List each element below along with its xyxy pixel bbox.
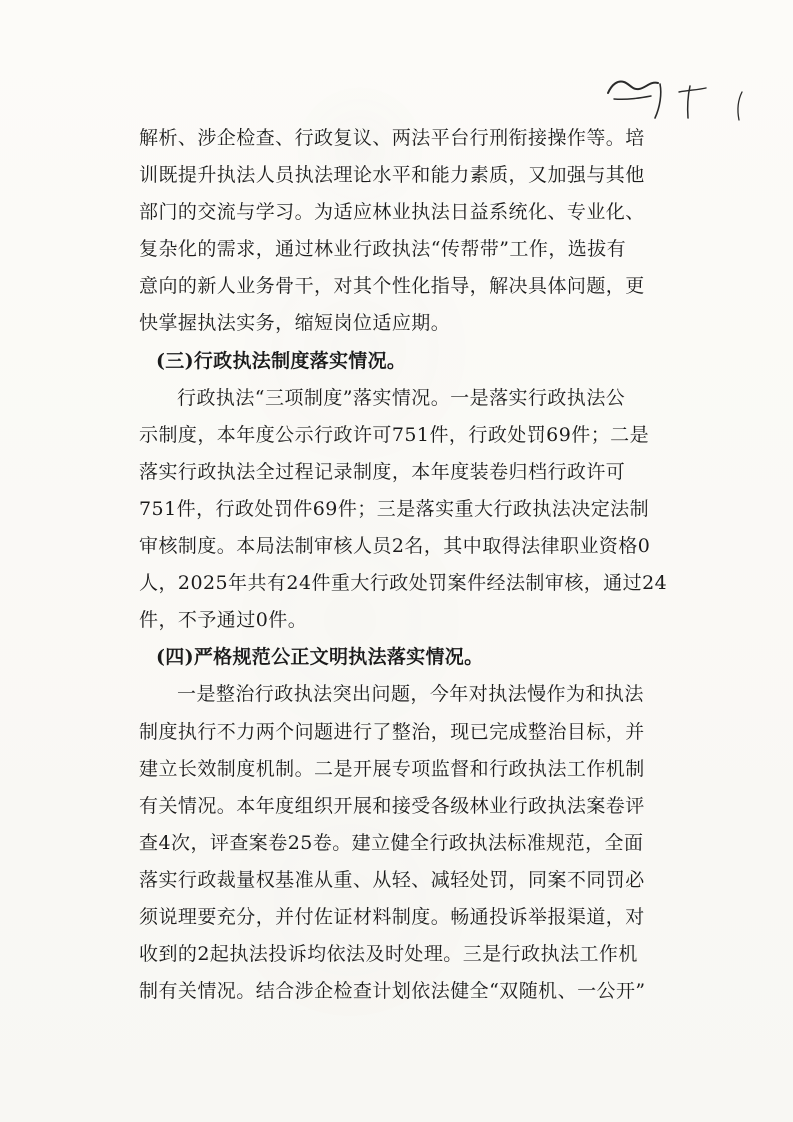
text-line: 示制度，本年度公示行政许可751件，行政处罚69件；二是 <box>139 423 650 446</box>
text-line: 训既提升执法人员执法理论水平和能力素质，又加强与其他 <box>139 164 645 187</box>
text-line: 解析、涉企检查、行政复议、两法平台行刑衔接操作等。培 <box>139 127 645 149</box>
text-line: 有关情况。本年度组织开展和接受各级林业行政执法案卷评 <box>139 794 645 817</box>
text-line: 751件，行政处罚件69件；三是落实重大行政执法决定法制 <box>139 497 650 520</box>
text-line: 建立长效制度机制。二是开展专项监督和行政执法工作机制 <box>139 757 645 780</box>
text-line: 制度执行不力两个问题进行了整治，现已完成整治目标，并 <box>139 720 645 743</box>
text-line: 制有关情况。结合涉企检查计划依法健全“双随机、一公开” <box>139 980 646 1003</box>
section-heading: (三)行政执法制度落实情况。 <box>156 349 407 372</box>
text-line: 一是整治行政执法突出问题，今年对执法慢作为和执法 <box>177 683 644 706</box>
text-line: 意向的新人业务骨干，对其个性化指导，解决具体问题，更 <box>139 275 645 298</box>
text-line: 复杂化的需求，通过林业行政执法“传帮带”工作，选拔有 <box>139 238 627 261</box>
document-body <box>139 120 670 1010</box>
text-line: 行政执法“三项制度”落实情况。一是落实行政执法公 <box>177 386 626 409</box>
text-line: 落实行政执法全过程记录制度，本年度装卷归档行政许可 <box>139 460 626 483</box>
text-line: 件，不予通过0件。 <box>139 609 308 632</box>
text-line: 收到的2起执法投诉均依法及时处理。三是行政执法工作机 <box>139 943 638 966</box>
text-line: 落实行政裁量权基准从重、从轻、减轻处罚，同案不同罚必 <box>139 868 645 891</box>
section-heading: (四)严格规范公正文明执法落实情况。 <box>156 646 484 669</box>
text-line: 审核制度。本局法制审核人员2名，其中取得法律职业资格0 <box>139 535 651 558</box>
text-line: 人，2025年共有24件重大行政处罚案件经法制审核，通过24 <box>139 572 668 595</box>
text-line: 部门的交流与学习。为适应林业执法日益系统化、专业化、 <box>139 201 645 224</box>
text-line: 快掌握执法实务，缩短岗位适应期。 <box>139 312 451 335</box>
text-line: 须说理要充分，并付佐证材料制度。畅通投诉举报渠道，对 <box>139 905 645 928</box>
text-line: 查4次，评查案卷25卷。建立健全行政执法标准规范，全面 <box>139 831 644 854</box>
